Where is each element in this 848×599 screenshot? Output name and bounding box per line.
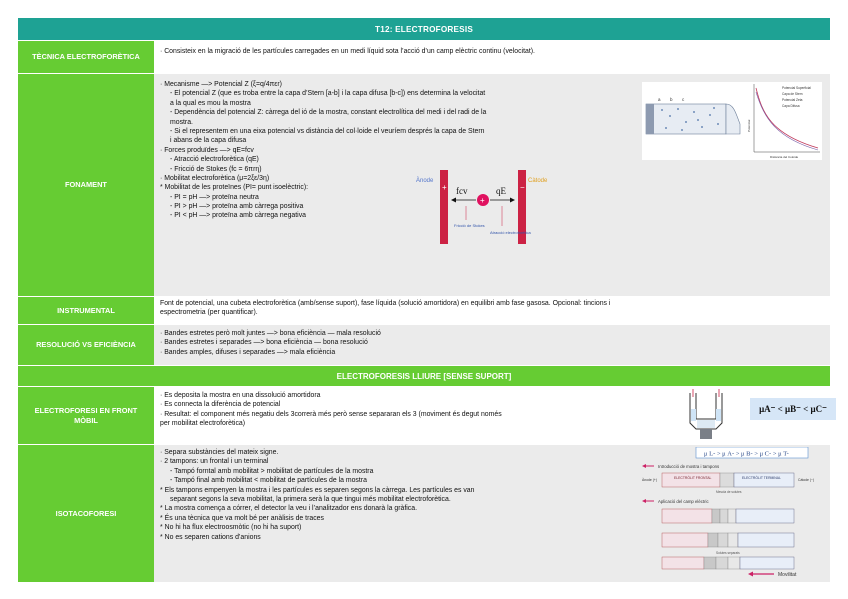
content-front-mobil bbox=[154, 387, 830, 444]
resolucio-line: · Bandes amples, difuses i separades —> mala eficiència bbox=[160, 348, 336, 356]
isota-line: - Tampó final amb mobilitat < mobilitat de partícules de la mostra bbox=[170, 477, 367, 485]
front-line: · Es deposita la mostra en una dissolució amortidora bbox=[160, 392, 321, 399]
fonament-line: - PI > pH —> proteïna amb càrrega positiva bbox=[170, 203, 304, 211]
isota-line: · 2 tampons: un frontal i un terminal bbox=[160, 458, 269, 466]
label-instrumental: INSTRUMENTAL bbox=[18, 297, 154, 324]
front-line: per mobilitat electroforètica) bbox=[160, 420, 246, 428]
row-resolucio bbox=[18, 325, 830, 366]
fig1-ylabel: Potencial bbox=[747, 119, 751, 132]
row-front-mobil bbox=[18, 387, 830, 445]
anode-label: Ànode (+) bbox=[642, 478, 657, 482]
fonament-line: - El potencial Z (que es troba entre la capa d’Stern [a-b] i la capa difusa [b-c]) ens determina la velocitat bbox=[170, 90, 486, 98]
fonament-line: - Fricció de Stokes (fc = 6πrη) bbox=[170, 165, 262, 173]
isota-line: * No hi ha flux electroosmòtic (no hi ha suport) bbox=[160, 524, 302, 532]
row-fonament bbox=[18, 74, 830, 297]
subheader-lliure: ELECTROFORESIS LLIURE [SENSE SUPORT] bbox=[18, 366, 830, 387]
fonament-line: · Mobilitat electroforètica (μ=2ξε/3η) bbox=[160, 174, 270, 182]
fonament-line: i abans de la capa difusa bbox=[170, 137, 247, 145]
row-isotacoforesi bbox=[18, 445, 830, 583]
legend-item: Capa Difusa bbox=[782, 104, 800, 108]
svg-text:−: − bbox=[520, 183, 525, 192]
fonament-line: mostra. bbox=[170, 118, 193, 126]
content-tecnica bbox=[154, 41, 830, 73]
front-line: · Es connecta la diferència de potencial bbox=[160, 401, 281, 409]
fcv-label: fcv bbox=[456, 186, 468, 196]
row-tecnica bbox=[18, 41, 830, 74]
isotacophoresis-figure bbox=[640, 447, 824, 579]
fig1-xlabel: Distància del Coloide bbox=[770, 155, 799, 159]
front-line: · Resultat: el component més negatiu dels 3correrà més però sense separaran els 3 (moviment és degut només bbox=[160, 410, 502, 418]
legend-item: Potencial Superficial bbox=[782, 86, 811, 90]
u-tube-figure bbox=[682, 389, 730, 441]
instrumental-line: espectrometria (per quantificar). bbox=[160, 309, 258, 317]
isota-formula: μ L- > μ A- > μ B- > μ C- > μ T- bbox=[704, 450, 789, 458]
forces-figure bbox=[416, 166, 556, 248]
tecnica-text: · Consisteix en la migració de les partícules carregades en un medi líquid sota l’acció d’un camp elèctric continu (velocitat). bbox=[160, 48, 535, 55]
instrumental-line: Font de potencial, una cubeta electroforètica (amb/sense suport), fase líquida (solució amortidora) en equilibri amb fase gasosa. Opcional: tincions i bbox=[160, 300, 611, 307]
catode-label: Càtode (−) bbox=[798, 478, 815, 482]
content-resolucio bbox=[154, 325, 830, 365]
atraccio-label: Atracció electroforètica bbox=[490, 230, 531, 235]
svg-text:+: + bbox=[480, 196, 485, 205]
resolucio-line: · Bandes estretes però molt juntes —> bona eficiència — mala resolució bbox=[160, 330, 381, 337]
fonament-line: - Atracció electroforètica (qE) bbox=[170, 156, 259, 164]
fonament-line: - PI = pH —> proteïna neutra bbox=[170, 193, 259, 201]
layer-label-a: a bbox=[658, 97, 661, 102]
step1-label: Introducció de mostra i tampons bbox=[658, 464, 720, 469]
fonament-line: a la qual es mou la mostra bbox=[170, 99, 251, 107]
svg-text:+: + bbox=[442, 183, 447, 192]
friccio-label: Fricció de Stokes bbox=[454, 223, 485, 228]
isota-line: * Els tampons empenyen la mostra i les partícules es separen segons la càrrega. Les partícules es van bbox=[160, 486, 475, 494]
layer-label-c: c bbox=[682, 97, 685, 102]
resolucio-line: · Bandes estretes i separades —> bona eficiència — bona resolució bbox=[160, 339, 368, 347]
summary-table bbox=[18, 18, 830, 583]
catode-label: Càtode bbox=[528, 178, 548, 184]
separada-label: Solutes separats bbox=[716, 551, 740, 555]
fonament-line: * Mobilitat de les proteïnes (PI= punt isoelèctric): bbox=[160, 184, 309, 192]
barreja-label: Mescla de solutes bbox=[716, 490, 742, 494]
qe-label: qE bbox=[496, 186, 506, 196]
isota-line: · Separa substàncies del mateix signe. bbox=[160, 449, 279, 456]
table-title: T12: ELECTROFORESIS bbox=[18, 18, 830, 41]
label-resolucio: RESOLUCIÓ VS EFICIÈNCIA bbox=[18, 325, 154, 365]
content-fonament bbox=[154, 74, 830, 296]
double-layer-figure bbox=[642, 82, 822, 160]
label-front-mobil: ELECTROFORESI EN FRONT MÒBIL bbox=[18, 387, 154, 444]
label-isotacoforesi: ISOTACOFORESI bbox=[18, 445, 154, 582]
legend-item: Potencial Zeta bbox=[782, 98, 803, 102]
fonament-line: - Dependència del potencial Z: càrrega del ió de la mostra, constant electrolítica del medi i del radi de la bbox=[170, 109, 487, 117]
isota-line: separant segons la seva mobilitat, la primera serà la que tingui més mobilitat electroforètica. bbox=[170, 495, 451, 503]
frontal-label: ELECTRÒLIT FRONTAL bbox=[674, 476, 712, 480]
content-isotacoforesi bbox=[154, 445, 830, 582]
content-instrumental bbox=[154, 297, 830, 324]
isota-line: - Tampó forntal amb mobilitat > mobilitat de partícules de la mostra bbox=[170, 467, 374, 475]
label-fonament: FONAMENT bbox=[18, 74, 154, 296]
fonament-line: · Forces produïdes —> qE=fcv bbox=[160, 146, 254, 154]
step2-label: Aplicació del camp elèctric bbox=[658, 499, 709, 504]
terminal-label: ELECTRÒLIT TERMINAL bbox=[742, 476, 781, 480]
row-instrumental bbox=[18, 297, 830, 325]
isota-line: * La mostra comença a córrer, el detector la veu i l’analitzador ens donarà la gràfica. bbox=[160, 505, 418, 513]
fonament-line: - Si el representem en una eixa potencial vs distància del col·loide el veuríem després la capa de Stern bbox=[170, 127, 485, 135]
legend-item: Capa de Stern bbox=[782, 92, 803, 96]
isota-line: * No es separen cations d’anions bbox=[160, 533, 261, 541]
anode-label: Ànode bbox=[416, 178, 434, 184]
mobilitat-label: Movilitat bbox=[778, 572, 797, 578]
mobility-formula: μA⁻ < μB⁻ < μC⁻ bbox=[750, 398, 836, 420]
isota-line: * És una tècnica que va molt bé per anàlisis de traces bbox=[160, 514, 324, 522]
layer-label-b: b bbox=[670, 97, 673, 102]
fonament-line: - PI < pH —> proteïna amb càrrega negativa bbox=[170, 212, 306, 220]
fonament-line: · Mecanisme —> Potencial Z (ξ=q/4πεr) bbox=[160, 81, 282, 88]
label-tecnica: TÈCNICA ELECTROFORÈTICA bbox=[18, 41, 154, 73]
